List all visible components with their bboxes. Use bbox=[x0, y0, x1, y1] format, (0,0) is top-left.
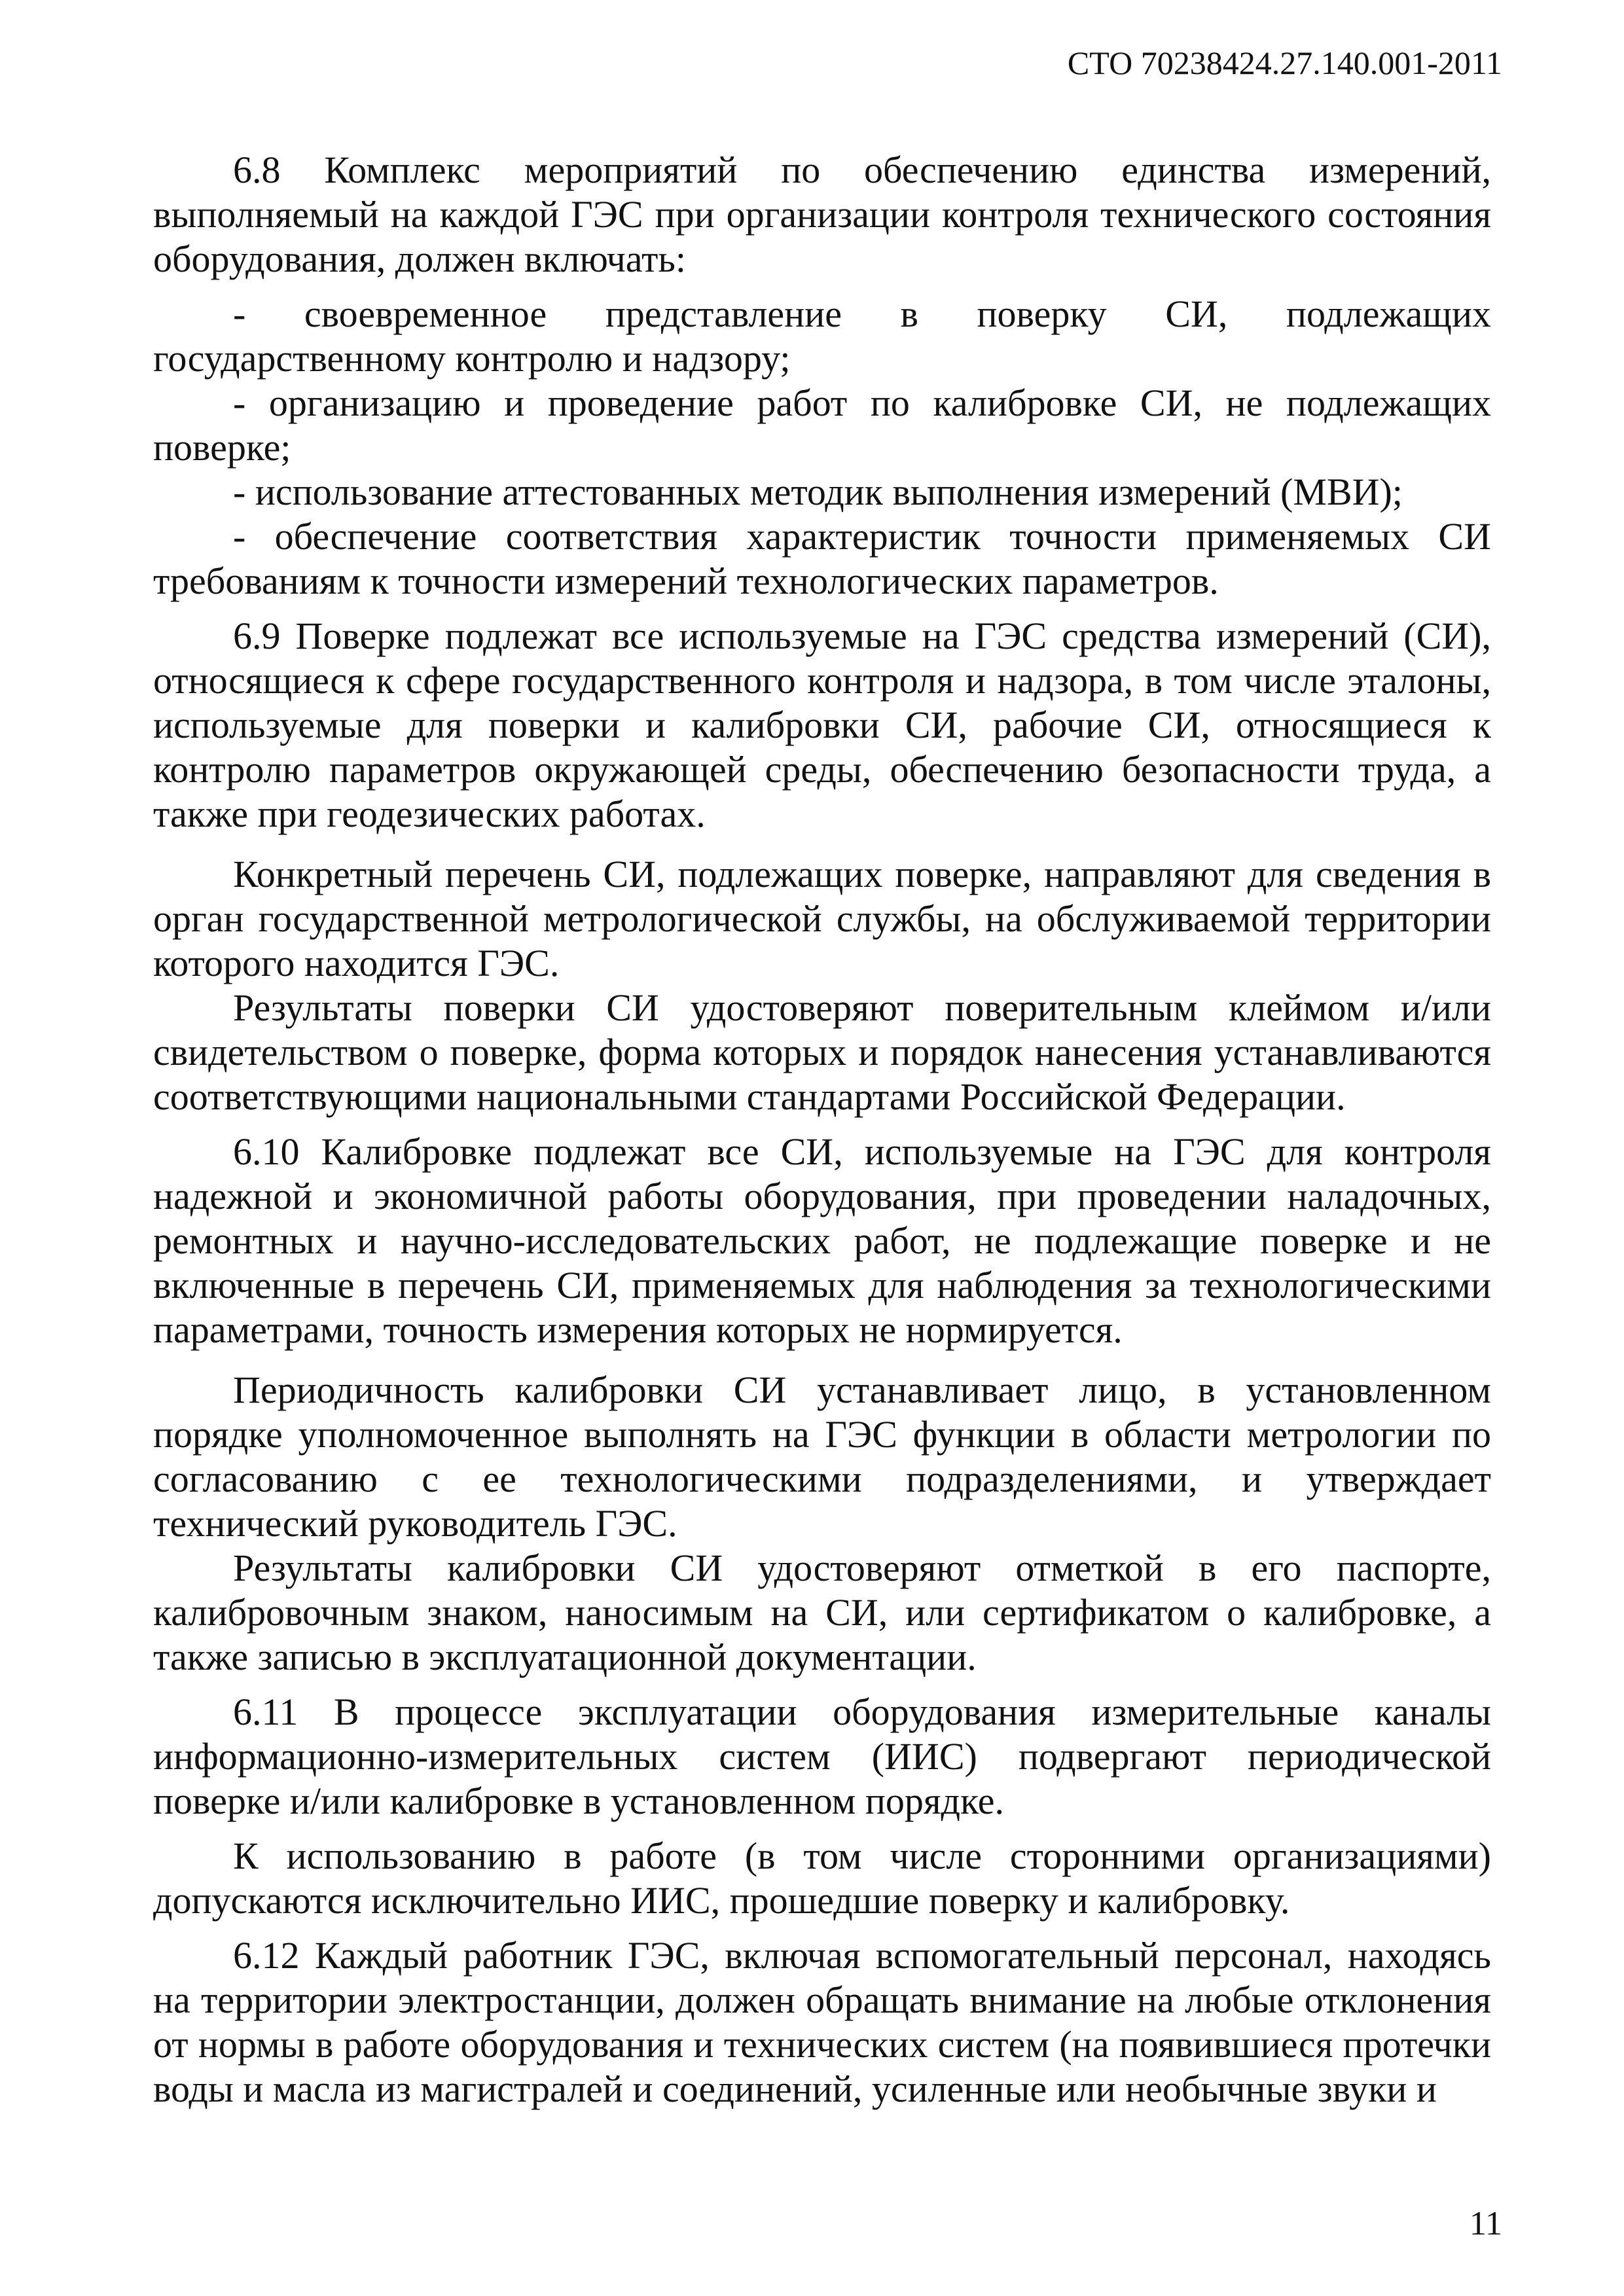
paragraph-6-12: 6.12 Каждый работник ГЭС, включая вспомогательный персонал, находясь на территории электростанции, должен обращать внимание на любые отклонения от нормы в работе оборудования и технических систем (на появившиеся протечки воды и масла из магистралей и соединений, усиленные или необычные звуки и bbox=[153, 1934, 1491, 2110]
page-number: 11 bbox=[1469, 2205, 1502, 2242]
paragraph-verification-list: Конкретный перечень СИ, подлежащих поверке, направляют для сведения в орган государственной метрологической службы, на обслуживаемой территории которого находится ГЭС. bbox=[153, 853, 1491, 984]
body-text bbox=[153, 148, 1491, 2111]
list-item-accuracy: - обеспечение соответствия характеристик точности применяемых СИ требованиям к точности измерений технологических параметров. bbox=[153, 515, 1491, 602]
list-item-methods: - использование аттестованных методик выполнения измерений (МВИ); bbox=[233, 471, 1403, 513]
document-code-header: СТО 70238424.27.140.001-2011 bbox=[1067, 45, 1502, 81]
paragraph-calibration-periodicity: Периодичность калибровки СИ устанавливает лицо, в установленном порядке уполномоченное выполнять на ГЭС функции в области метрологии по согласованию с ее технологическими подразделениями, и утверждает технический руководитель ГЭС. bbox=[153, 1369, 1491, 1545]
list-item-verification: - своевременное представление в поверку СИ, подлежащих государственному контролю и надзору; bbox=[153, 293, 1491, 380]
paragraph-6-11: 6.11 В процессе эксплуатации оборудования измерительные каналы информационно-измерительных систем (ИИС) подвергают периодической поверке и/или калибровке в установленном порядке. bbox=[153, 1691, 1491, 1822]
paragraph-iis-usage: К использованию в работе (в том числе сторонними организациями) допускаются исключительно ИИС, прошедшие поверку и калибровку. bbox=[153, 1835, 1491, 1922]
paragraph-6-9: 6.9 Поверке подлежат все используемые на ГЭС средства измерений (СИ), относящиеся к сфере государственного контроля и надзора, в том числе эталоны, используемые для поверки и калибровки СИ, рабочие СИ, относящиеся к контролю параметров окружающей среды, обеспечению безопасности труда, а также при геодезических работах. bbox=[153, 615, 1491, 835]
list-item-calibration: - организацию и проведение работ по калибровке СИ, не подлежащих поверке; bbox=[153, 382, 1491, 469]
paragraph-6-10: 6.10 Калибровке подлежат все СИ, используемые на ГЭС для контроля надежной и экономичной работы оборудования, при проведении наладочных, ремонтных и научно-исследовательских работ, не подлежащие поверке и не включенные в перечень СИ, применяемых для наблюдения за технологическими параметрами, точность измерения которых не нормируется. bbox=[153, 1130, 1491, 1351]
paragraph-calibration-results: Результаты калибровки СИ удостоверяют отметкой в его паспорте, калибровочным знаком, наносимым на СИ, или сертификатом о калибровке, а также записью в эксплуатационной документации. bbox=[153, 1547, 1491, 1678]
paragraph-6-8: 6.8 Комплекс мероприятий по обеспечению единства измерений, выполняемый на каждой ГЭС при организации контроля технического состояния оборудования, должен включать: bbox=[153, 149, 1491, 280]
paragraph-verification-results: Результаты поверки СИ удостоверяют поверительным клеймом и/или свидетельством о поверке, форма которых и порядок нанесения устанавливаются соответствующими национальными стандартами Российской Федерации. bbox=[153, 986, 1491, 1118]
